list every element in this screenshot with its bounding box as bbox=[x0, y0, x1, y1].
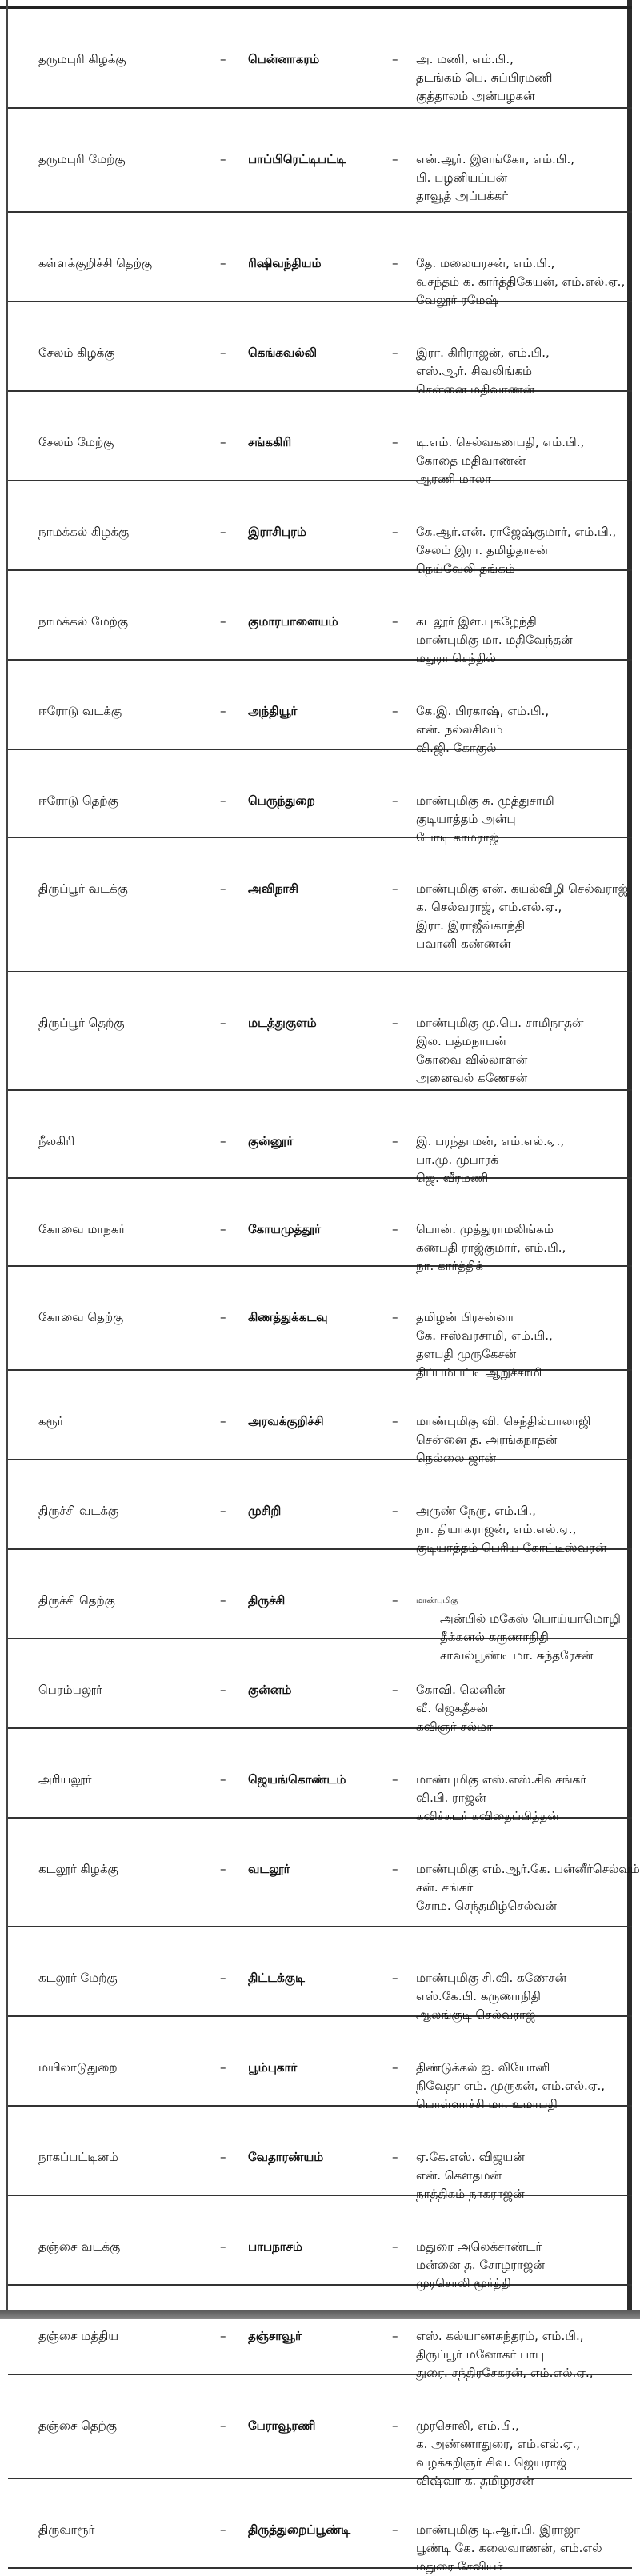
speaker-name: கவிஞர் சல்மா bbox=[416, 1719, 494, 1734]
constituency-name: பாபநாசம் bbox=[248, 2239, 302, 2254]
district-name: கடலூர் கிழக்கு bbox=[38, 1862, 118, 1876]
table-row bbox=[8, 838, 632, 972]
constituency-name: கோயமுத்தூர் bbox=[248, 1222, 322, 1236]
table-row bbox=[8, 661, 632, 755]
speakers-list bbox=[416, 1412, 590, 1468]
constituency-name: பெருந்துறை bbox=[248, 793, 315, 808]
constituency-name: ரிஷிவந்தியம் bbox=[248, 256, 322, 270]
speaker-name: பி. பழனியப்பன் bbox=[416, 170, 508, 185]
table-row bbox=[8, 2107, 632, 2201]
district-name: தஞ்சை தெற்கு bbox=[38, 2418, 118, 2433]
speaker-name: விஷ்வா க. தமிழரசன் bbox=[416, 2474, 534, 2488]
separator-dash: – bbox=[220, 1971, 226, 1985]
separator-dash: – bbox=[220, 1414, 226, 1428]
speaker-name: எஸ்.கே.பி. கருணாநிதி bbox=[416, 1989, 541, 2003]
separator-dash: – bbox=[220, 2522, 226, 2537]
table-row bbox=[8, 1267, 632, 1380]
separator-dash: – bbox=[220, 525, 226, 539]
speakers-list bbox=[416, 523, 616, 578]
speakers-table bbox=[8, 9, 640, 2574]
speakers-list bbox=[416, 50, 552, 106]
separator-dash: – bbox=[392, 704, 398, 718]
speaker-name: மாண்புமிகு மு.பெ. சாமிநாதன் bbox=[416, 1016, 584, 1030]
district-name: மயிலாடுதுறை bbox=[38, 2060, 118, 2075]
speaker-name: தடங்கம் பெ. சுப்பிரமணி bbox=[416, 70, 553, 85]
separator-dash: – bbox=[392, 2239, 398, 2254]
table-row bbox=[8, 1091, 632, 1185]
separator-dash: – bbox=[220, 1016, 226, 1030]
speaker-name: சன். சங்கர் bbox=[416, 1880, 474, 1895]
speaker-name: மாண்புமிகு வி. செந்தில்பாலாஜி bbox=[416, 1414, 591, 1428]
table-row bbox=[8, 392, 632, 486]
speaker-name: மதுரை சேவியர் bbox=[416, 2559, 503, 2574]
speaker-name: இ. பரந்தாமன், எம்.எல்.ஏ., bbox=[416, 1134, 565, 1148]
speakers-list bbox=[416, 702, 549, 757]
constituency-name: அரவக்குறிச்சி bbox=[248, 1414, 324, 1428]
speaker-name: வி.பி. ராஜன் bbox=[416, 1791, 486, 1805]
speaker-name: கே. ஈஸ்வரசாமி, எம்.பி., bbox=[416, 1328, 553, 1343]
constituency-name: இராசிபுரம் bbox=[248, 525, 306, 539]
constituency-name: அவிநாசி bbox=[248, 881, 298, 896]
separator-dash: – bbox=[392, 256, 398, 270]
speaker-name: எஸ்.ஆர். சிவலிங்கம் bbox=[416, 364, 533, 378]
district-name: தருமபுரி மேற்கு bbox=[38, 152, 126, 166]
separator-dash: – bbox=[220, 1504, 226, 1518]
speaker-name: டி.எம். செல்வகணபதி, எம்.பி., bbox=[416, 435, 585, 449]
speaker-name: கணபதி ராஜ்குமார், எம்.பி., bbox=[416, 1240, 566, 1255]
speakers-list bbox=[416, 1502, 606, 1557]
speaker-name: வி.ஜி. கோகுல் bbox=[416, 741, 497, 755]
separator-dash: – bbox=[220, 345, 226, 360]
speakers-list bbox=[416, 2327, 594, 2382]
separator-dash: – bbox=[392, 152, 398, 166]
separator-dash: – bbox=[392, 1414, 398, 1428]
separator-dash: – bbox=[220, 256, 226, 270]
speakers-list bbox=[416, 150, 574, 206]
constituency-name: குன்னூர் bbox=[248, 1134, 294, 1148]
district-name: தஞ்சை மத்திய bbox=[38, 2329, 119, 2343]
speaker-name: என். நல்லசிவம் bbox=[416, 722, 503, 737]
speaker-name: பூண்டி கே. கலைவாணன், எம்.எல் bbox=[416, 2541, 602, 2555]
speaker-name: குடியாத்தம் அன்பு bbox=[416, 812, 516, 826]
table-row bbox=[8, 2196, 632, 2290]
constituency-name: கிணத்துக்கடவு bbox=[248, 1310, 328, 1324]
separator-dash: – bbox=[392, 1134, 398, 1148]
district-name: நாமக்கல் கிழக்கு bbox=[38, 525, 130, 539]
separator-dash: – bbox=[392, 1772, 398, 1787]
speaker-name: குத்தாலம் அன்பழகன் bbox=[416, 89, 535, 103]
table-row bbox=[8, 571, 632, 665]
separator-dash: – bbox=[392, 614, 398, 629]
speaker-name: பொன். முத்துராமலிங்கம் bbox=[416, 1222, 554, 1236]
speaker-name: திப்பம்பட்டி ஆறுச்சாமி bbox=[416, 1365, 542, 1380]
speakers-list bbox=[416, 1771, 586, 1826]
district-name: கோவை மாநகர் bbox=[38, 1222, 126, 1236]
speakers-list bbox=[416, 880, 628, 953]
table-row bbox=[8, 2479, 632, 2574]
constituency-name: ஜெயங்கொண்டம் bbox=[248, 1772, 346, 1787]
speaker-name: மாண்புமிகு மா. மதிவேந்தன் bbox=[416, 633, 573, 647]
district-name: சேலம் கிழக்கு bbox=[38, 345, 115, 360]
table-row bbox=[8, 1550, 632, 1663]
speaker-name: மாண்புமிகு எம்.ஆர்.கே. பன்னீர்செல்வம் bbox=[416, 1862, 640, 1876]
district-name: தஞ்சை வடக்கு bbox=[38, 2239, 121, 2254]
district-name: கோவை தெற்கு bbox=[38, 1310, 124, 1324]
separator-dash: – bbox=[392, 1310, 398, 1324]
district-name: நாமக்கல் மேற்கு bbox=[38, 614, 129, 629]
speakers-list bbox=[416, 1014, 583, 1088]
speaker-name: தீக்கனல் கருணாநிதி bbox=[440, 1630, 549, 1644]
separator-dash: – bbox=[220, 2060, 226, 2075]
district-name: பெரம்பலூர் bbox=[38, 1683, 103, 1697]
constituency-name: சங்ககிரி bbox=[248, 435, 292, 449]
district-name: தருமபுரி கிழக்கு bbox=[38, 52, 126, 66]
constituency-name: முசிறி bbox=[248, 1504, 282, 1518]
separator-dash: – bbox=[220, 1134, 226, 1148]
speakers-list bbox=[416, 2521, 602, 2576]
separator-dash: – bbox=[220, 1772, 226, 1787]
constituency-name: வேதாரண்யம் bbox=[248, 2150, 324, 2164]
table-row bbox=[8, 9, 632, 109]
speaker-name: பா.மு. முபாரக் bbox=[416, 1152, 498, 1167]
speaker-name: மன்னை த. சோழராஜன் bbox=[416, 2258, 545, 2272]
separator-dash: – bbox=[392, 1593, 398, 1608]
speaker-name: க. செல்வராஜ், எம்.எல்.ஏ., bbox=[416, 900, 562, 914]
separator-dash: – bbox=[392, 435, 398, 449]
speakers-list bbox=[416, 2238, 545, 2293]
district-name: கள்ளக்குறிச்சி தெற்கு bbox=[38, 256, 153, 270]
speaker-name: நா. தியாகராஜன், எம்.எல்.ஏ., bbox=[416, 1522, 577, 1536]
speaker-name: மாண்புமிகு சு. முத்துசாமி bbox=[416, 793, 554, 808]
table-row bbox=[8, 2017, 632, 2111]
speaker-name: தளபதி முருகேசன் bbox=[416, 1347, 517, 1361]
separator-dash: – bbox=[220, 435, 226, 449]
speaker-name: அனைவல் கணேசன் bbox=[416, 1071, 528, 1085]
table-row bbox=[8, 972, 632, 1091]
separator-dash: – bbox=[220, 152, 226, 166]
constituency-name: பென்னாகரம் bbox=[248, 52, 320, 66]
constituency-name: வடலூர் bbox=[248, 1862, 290, 1876]
separator-dash: – bbox=[220, 2239, 226, 2254]
speaker-name: அ. மணி, எம்.பி., bbox=[416, 52, 514, 66]
speaker-name: க. அண்ணாதுரை, எம்.எல்.ஏ., bbox=[416, 2437, 580, 2451]
speaker-name: எஸ். கல்யாணசுந்தரம், எம்.பி., bbox=[416, 2329, 584, 2343]
separator-dash: – bbox=[392, 1016, 398, 1030]
separator-dash: – bbox=[392, 2329, 398, 2343]
speaker-name: இல. பத்மநாபன் bbox=[416, 1034, 506, 1048]
speaker-name: தமிழன் பிரசன்னா bbox=[416, 1310, 514, 1324]
speaker-name: நெய்வேலி தங்கம் bbox=[416, 561, 515, 576]
constituency-name: கெங்கவல்லி bbox=[248, 345, 318, 360]
district-name: கரூர் bbox=[38, 1414, 64, 1428]
table-row bbox=[8, 1639, 632, 1734]
speaker-name: கவிச்சுடர் கவிதைப்பித்தன் bbox=[416, 1809, 559, 1823]
district-name: நீலகிரி bbox=[38, 1134, 75, 1148]
speaker-name: இரா. கிரிராஜன், எம்.பி., bbox=[416, 345, 550, 360]
speakers-list bbox=[416, 2148, 525, 2203]
speakers-list bbox=[416, 1860, 640, 1915]
speaker-name: சோம. செந்தமிழ்செல்வன் bbox=[416, 1899, 557, 1913]
speaker-name: அன்பில் மகேஸ் பொய்யாமொழி bbox=[440, 1611, 621, 1626]
speaker-name: ஜெ. வீரமணி bbox=[416, 1171, 489, 1185]
speaker-name: வழக்கறிஞர் சிவ. ஜெயராஜ் bbox=[416, 2455, 567, 2470]
speaker-name: நா. கார்த்திக் bbox=[416, 1259, 483, 1273]
speaker-name: சென்னை மதிவாணன் bbox=[416, 382, 535, 397]
district-name: நாகப்பட்டினம் bbox=[38, 2150, 118, 2164]
speakers-list bbox=[416, 254, 625, 310]
separator-dash: – bbox=[220, 1222, 226, 1236]
speaker-name: கே.ஆர்.என். ராஜேஷ்குமார், எம்.பி., bbox=[416, 525, 617, 539]
table-row bbox=[8, 1179, 632, 1273]
speaker-name: வேலூர் ரமேஷ் bbox=[416, 293, 499, 307]
district-name: திருப்பூர் தெற்கு bbox=[38, 1016, 125, 1030]
district-name: அரியலூர் bbox=[38, 1772, 92, 1787]
speaker-name: கோவை வில்லாளன் bbox=[416, 1052, 528, 1067]
constituency-name: திருத்துறைப்பூண்டி bbox=[248, 2522, 351, 2537]
speaker-prefix: மாண்புமிகு bbox=[416, 1596, 458, 1605]
separator-dash: – bbox=[220, 52, 226, 66]
speaker-name: தாவூத் அப்பக்கர் bbox=[416, 189, 509, 203]
separator-dash: – bbox=[392, 2060, 398, 2075]
speaker-name: ஏ.கே.எஸ். விஜயன் bbox=[416, 2150, 525, 2164]
speaker-name: ஆரணி மாலா bbox=[416, 472, 491, 486]
constituency-name: பாப்பிரெட்டிபட்டி bbox=[248, 152, 346, 166]
speaker-name: திருப்பூர் மனோகர் பாபு bbox=[416, 2347, 545, 2362]
district-name: திருச்சி வடக்கு bbox=[38, 1504, 119, 1518]
separator-dash: – bbox=[392, 1971, 398, 1985]
constituency-name: அந்தியூர் bbox=[248, 704, 298, 718]
speaker-name: வீ. ஜெகதீசன் bbox=[416, 1701, 489, 1715]
district-name: திருப்பூர் வடக்கு bbox=[38, 881, 128, 896]
separator-dash: – bbox=[220, 1310, 226, 1324]
table-row bbox=[8, 750, 632, 845]
district-name: ஈரோடு வடக்கு bbox=[38, 704, 122, 718]
table-row bbox=[8, 213, 632, 307]
separator-dash: – bbox=[392, 1222, 398, 1236]
table-row bbox=[8, 481, 632, 576]
constituency-name: தஞ்சாவூர் bbox=[248, 2329, 302, 2343]
speaker-name: அருண் நேரு, எம்.பி., bbox=[416, 1504, 536, 1518]
speakers-list bbox=[416, 433, 584, 489]
separator-dash: – bbox=[392, 1504, 398, 1518]
table-row bbox=[8, 2375, 632, 2488]
speaker-name: ஆலங்குடி செல்வராஜ் bbox=[416, 2007, 536, 2022]
speaker-name: நெல்லை ஜான் bbox=[416, 1451, 497, 1465]
district-name: கடலூர் மேற்கு bbox=[38, 1971, 118, 1985]
speaker-name: நாத்திகம் நாகராஜன் bbox=[416, 2187, 525, 2201]
district-name: திருச்சி தெற்கு bbox=[38, 1593, 115, 1608]
constituency-name: திருச்சி bbox=[248, 1593, 286, 1608]
speaker-name: என்.ஆர். இளங்கோ, எம்.பி., bbox=[416, 152, 575, 166]
speaker-name: மாண்புமிகு சி.வி. கணேசன் bbox=[416, 1971, 567, 1985]
separator-dash: – bbox=[392, 1683, 398, 1697]
table-row bbox=[8, 1729, 632, 1823]
speaker-name: பவானி கண்ணன் bbox=[416, 937, 511, 951]
district-name: ஈரோடு தெற்கு bbox=[38, 793, 118, 808]
table-row bbox=[8, 1460, 632, 1555]
separator-dash: – bbox=[220, 614, 226, 629]
speaker-name: துரை. சந்திரசேகரன், எம்.எல்.ஏ., bbox=[416, 2366, 594, 2380]
speaker-name: கோதை மதிவாணன் bbox=[416, 453, 526, 468]
speaker-name: இரா. இராஜீவ்காந்தி bbox=[416, 918, 526, 933]
table-row bbox=[8, 2286, 632, 2380]
separator-dash: – bbox=[392, 2418, 398, 2433]
separator-dash: – bbox=[220, 1862, 226, 1876]
speaker-name: மதுரா செந்தில் bbox=[416, 651, 496, 665]
speakers-list bbox=[416, 1681, 505, 1736]
speaker-name: சேலம் இரா. தமிழ்தாசன் bbox=[416, 543, 549, 557]
constituency-name: குன்னம் bbox=[248, 1683, 292, 1697]
speaker-name: முரசொலி மூர்த்தி bbox=[416, 2276, 511, 2290]
table-row bbox=[8, 1371, 632, 1465]
speaker-name: கே.இ. பிரகாஷ், எம்.பி., bbox=[416, 704, 550, 718]
separator-dash: – bbox=[220, 2150, 226, 2164]
table-row bbox=[8, 302, 632, 397]
separator-dash: – bbox=[392, 793, 398, 808]
speaker-name: மாண்புமிகு டி.ஆர்.பி. இராஜா bbox=[416, 2522, 580, 2537]
speaker-name: மதுரை அலெக்சாண்டர் bbox=[416, 2239, 542, 2254]
separator-dash: – bbox=[220, 2418, 226, 2433]
district-name: திருவாரூர் bbox=[38, 2522, 95, 2537]
speakers-list bbox=[416, 1969, 566, 2024]
bottom-edge bbox=[0, 2310, 640, 2319]
separator-dash: – bbox=[220, 1683, 226, 1697]
speakers-list bbox=[416, 344, 550, 399]
speaker-name: முரசொலி, எம்.பி., bbox=[416, 2418, 519, 2433]
speaker-name: மாண்புமிகு என். கயல்விழி செல்வராஜ் bbox=[416, 881, 629, 896]
separator-dash: – bbox=[220, 881, 226, 896]
separator-dash: – bbox=[220, 2329, 226, 2343]
constituency-name: பூம்புகார் bbox=[248, 2060, 298, 2075]
speaker-name: குடியாத்தம் பெரிய கோட்டீஸ்வரன் bbox=[416, 1540, 607, 1555]
speaker-name: மாண்புமிகு எஸ்.எஸ்.சிவசங்கர் bbox=[416, 1772, 587, 1787]
table-row bbox=[8, 109, 632, 213]
speaker-name: தே. மலையரசன், எம்.பி., bbox=[416, 256, 555, 270]
speaker-name: சாவல்பூண்டி மா. சுந்தரேசன் bbox=[440, 1648, 594, 1663]
separator-dash: – bbox=[392, 525, 398, 539]
speaker-name: திண்டுக்கல் ஐ. லியோனி bbox=[416, 2060, 550, 2075]
constituency-name: குமாரபாளையம் bbox=[248, 614, 338, 629]
speaker-name: பொள்ளாச்சி மா. உமாபதி bbox=[416, 2097, 558, 2111]
constituency-name: திட்டக்குடி bbox=[248, 1971, 305, 1985]
separator-dash: – bbox=[392, 881, 398, 896]
speaker-name: கோவி. லெனின் bbox=[416, 1683, 506, 1697]
separator-dash: – bbox=[392, 52, 398, 66]
table-row bbox=[8, 1819, 640, 1927]
speaker-name: போடி காமராஜ் bbox=[416, 830, 499, 845]
speakers-list bbox=[416, 2059, 605, 2114]
separator-dash: – bbox=[220, 704, 226, 718]
separator-dash: – bbox=[392, 345, 398, 360]
constituency-name: பேராவூரணி bbox=[248, 2418, 316, 2433]
constituency-name: மடத்துகுளம் bbox=[248, 1016, 317, 1030]
separator-dash: – bbox=[392, 2150, 398, 2164]
speaker-name: சென்னை த. அரங்கநாதன் bbox=[416, 1432, 558, 1447]
table-row bbox=[8, 1927, 632, 2022]
speakers-list bbox=[416, 613, 573, 668]
speaker-name: நிவேதா எம். முருகன், எம்.எல்.ஏ., bbox=[416, 2079, 606, 2093]
separator-dash: – bbox=[392, 1862, 398, 1876]
speaker-name: கடலூர் இள.புகழேந்தி bbox=[416, 614, 537, 629]
district-name: சேலம் மேற்கு bbox=[38, 435, 114, 449]
speaker-name: வசந்தம் க. கார்த்திகேயன், எம்.எல்.ஏ., bbox=[416, 274, 626, 289]
speaker-name: என். கௌதமன் bbox=[416, 2168, 502, 2183]
separator-dash: – bbox=[392, 2522, 398, 2537]
separator-dash: – bbox=[220, 1593, 226, 1608]
separator-dash: – bbox=[220, 793, 226, 808]
